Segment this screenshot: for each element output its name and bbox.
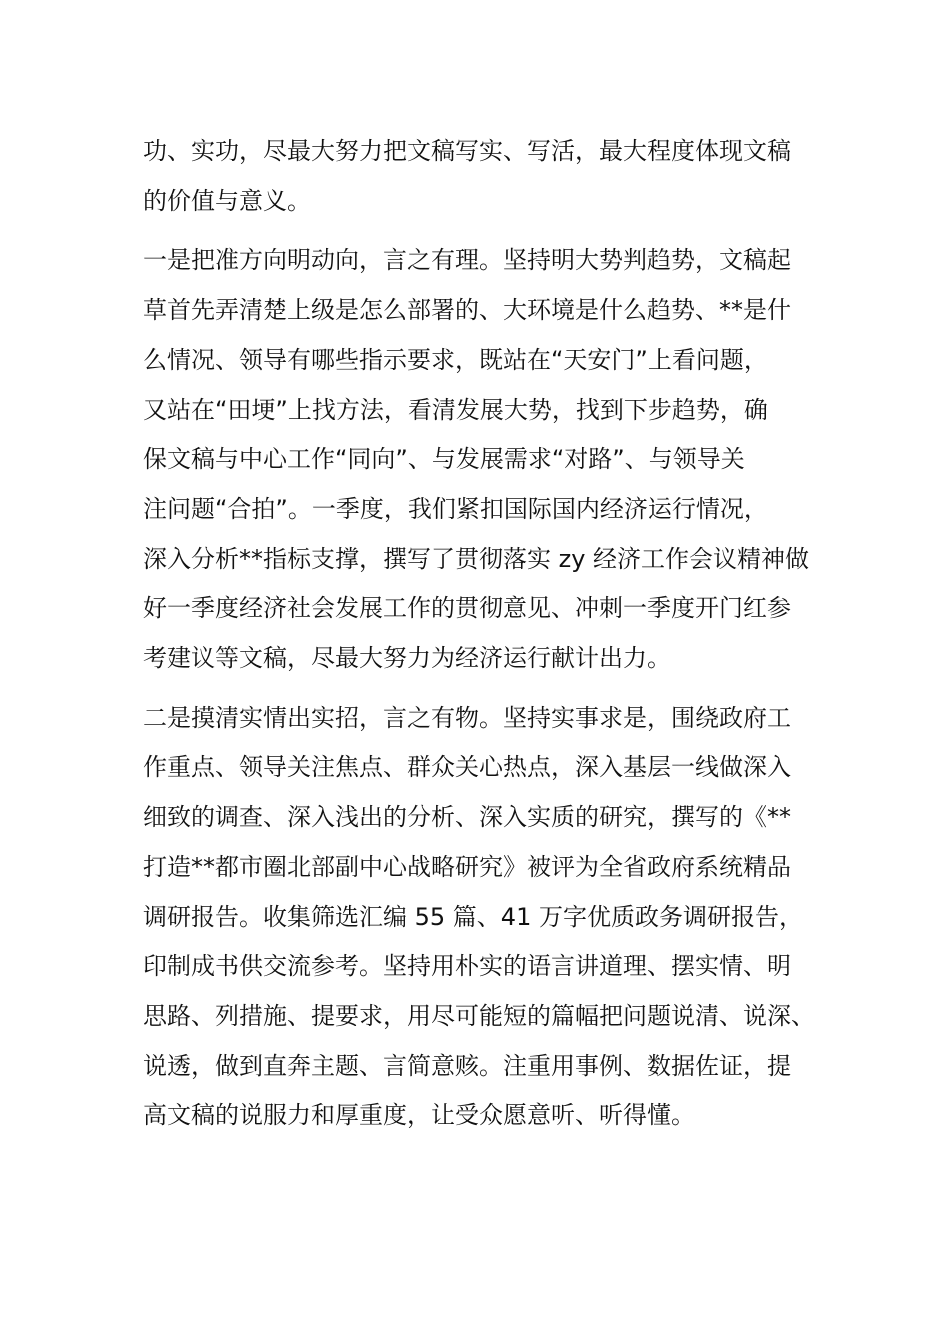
text-line: 二是摸清实情出实招，言之有物。坚持实事求是，围绕政府工 — [143, 703, 791, 732]
text-line: 注问题“合拍”。一季度，我们紧扣国际国内经济运行情况， — [143, 494, 768, 523]
text-line: 调研报告。收集筛选汇编 55 篇、41 万字优质政务调研报告， — [143, 902, 803, 931]
text-line: 一是把准方向明动向，言之有理。坚持明大势判趋势，文稿起 — [143, 246, 791, 275]
text-line: 草首先弄清楚上级是怎么部署的、大环境是什么趋势、**是什 — [143, 296, 791, 325]
paragraph-3 — [143, 694, 813, 1141]
text-line: 作重点、领导关注焦点、群众关心热点，深入基层一线做深入 — [143, 753, 791, 782]
text-line: 的价值与意义。 — [143, 186, 311, 215]
text-line: 深入分析**指标支撑，撰写了贯彻落实 zy 经济工作会议精神做 — [143, 544, 810, 573]
text-line: 好一季度经济社会发展工作的贯彻意见、冲刺一季度开门红参 — [143, 594, 791, 623]
text-line: 又站在“田埂”上找方法，看清发展大势，找到下步趋势，确 — [143, 395, 768, 424]
text-line: 功、实功，尽最大努力把文稿写实、写活，最大程度体现文稿 — [143, 137, 791, 165]
text-line: 考建议等文稿，尽最大努力为经济运行献计出力。 — [143, 644, 671, 673]
text-line: 打造**都市圈北部副中心战略研究》被评为全省政府系统精品 — [143, 852, 791, 881]
text-line: 思路、列措施、提要求，用尽可能短的篇幅把问题说清、说深、 — [143, 1001, 815, 1030]
text-line: 么情况、领导有哪些指示要求，既站在“天安门”上看问题， — [143, 345, 768, 374]
paragraph-2 — [143, 236, 813, 683]
paragraph-1 — [143, 127, 813, 226]
document-body — [143, 127, 813, 1151]
text-line: 印制成书供交流参考。坚持用朴实的语言讲道理、摆实情、明 — [143, 952, 791, 981]
text-line: 说透，做到直奔主题、言简意赅。注重用事例、数据佐证，提 — [143, 1051, 791, 1080]
text-line: 保文稿与中心工作“同向”、与发展需求“对路”、与领导关 — [143, 445, 745, 474]
text-line: 高文稿的说服力和厚重度，让受众愿意听、听得懂。 — [143, 1101, 695, 1130]
text-line: 细致的调查、深入浅出的分析、深入实质的研究，撰写的《** — [143, 803, 791, 832]
